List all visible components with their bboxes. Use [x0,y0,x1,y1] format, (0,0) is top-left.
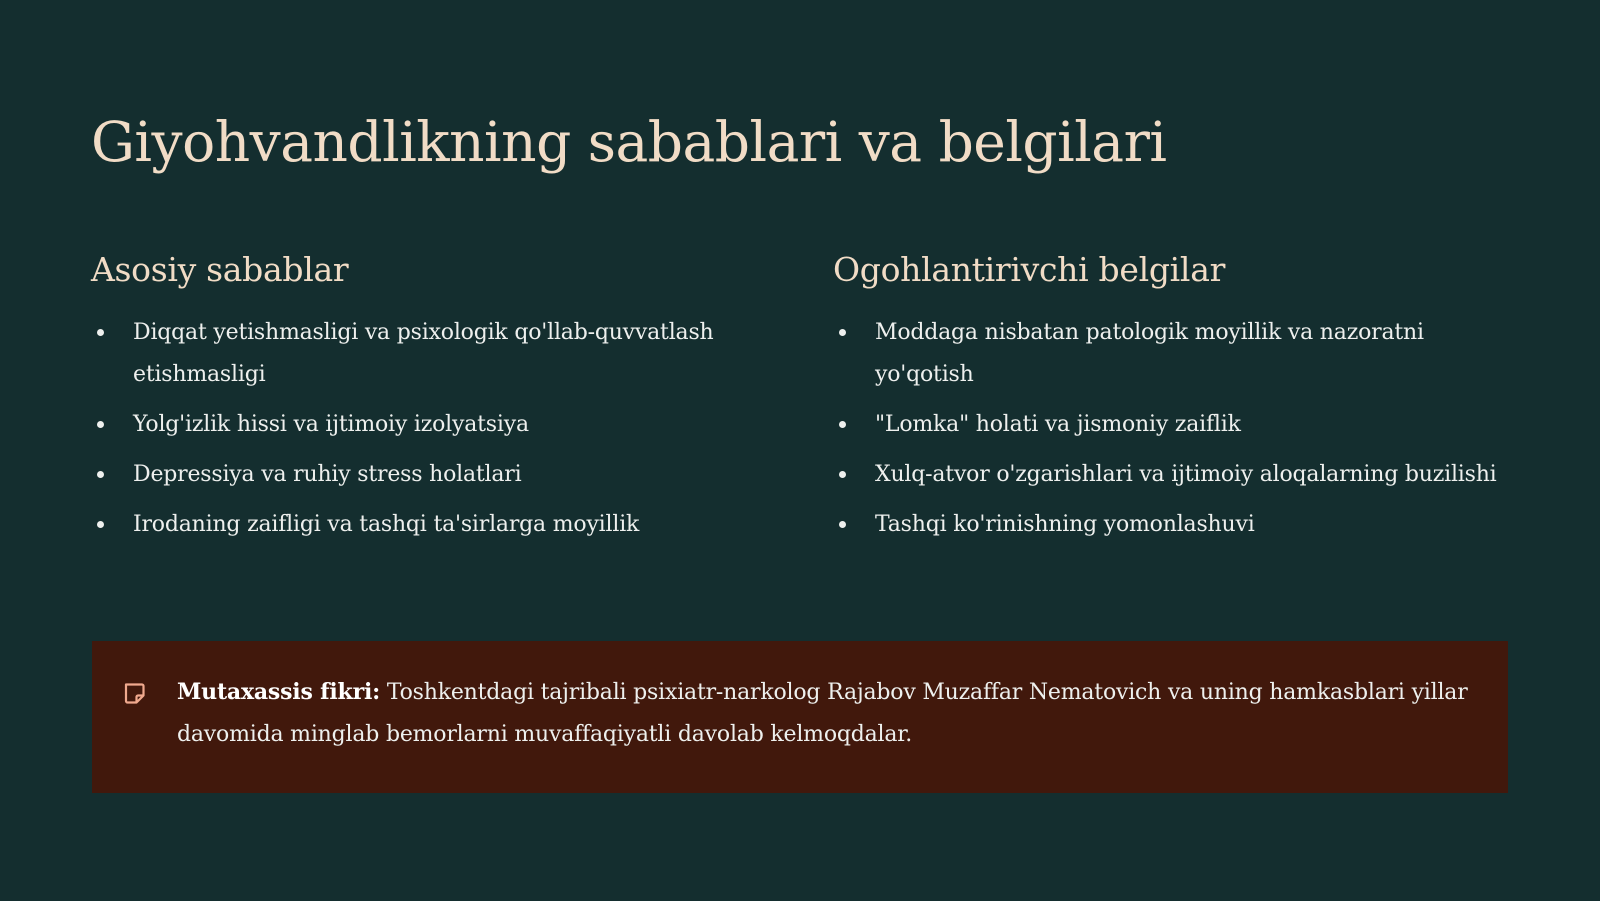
list-item-text: Irodaning zaifligi va tashqi ta'sirlarga moyillik [133,512,640,537]
expert-opinion-callout [92,641,1508,793]
causes-column [91,246,791,554]
list-item [91,404,791,446]
list-item [91,504,791,546]
warning-signs-column [833,246,1513,554]
list-item-text: Yolg'izlik hissi va ijtimoiy izolyatsiya [133,412,529,437]
warning-signs-list [833,312,1513,546]
callout-label: Mutaxassis fikri: [177,679,381,705]
slide-title: Giyohvandlikning sabablari va belgilari [91,110,1167,174]
bullet-icon [839,329,846,336]
callout-body: Toshkentdagi tajribali psixiatr-narkolog Rajabov Muzaffar Nematovich va uning hamkasblari yillar davomida minglab bemorlarni muvaffaqiyatli davolab kelmoqdalar. [177,680,1468,747]
bullet-icon [97,521,104,528]
list-item-text: Tashqi ko'rinishning yomonlashuvi [875,512,1255,537]
list-item [833,454,1513,496]
bullet-icon [839,471,846,478]
list-item [833,504,1513,546]
bullet-icon [97,329,104,336]
list-item [833,404,1513,446]
list-item [91,312,791,396]
causes-heading: Asosiy sabablar [91,250,349,289]
bullet-icon [839,421,846,428]
causes-list [91,312,791,546]
bullet-icon [839,521,846,528]
note-icon [122,681,146,705]
list-item-text: Diqqat yetishmasligi va psixologik qo'llab-quvvatlash etishmasligi [133,320,714,387]
bullet-icon [97,421,104,428]
list-item-text: "Lomka" holati va jismoniy zaiflik [875,412,1241,437]
list-item [91,454,791,496]
callout-text [177,671,1477,756]
bullet-icon [97,471,104,478]
warning-signs-heading: Ogohlantirivchi belgilar [833,250,1226,289]
list-item-text: Xulq-atvor o'zgarishlari va ijtimoiy aloqalarning buzilishi [875,462,1497,487]
list-item-text: Depressiya va ruhiy stress holatlari [133,462,522,487]
list-item [833,312,1513,396]
list-item-text: Moddaga nisbatan patologik moyillik va nazoratni yo'qotish [875,320,1424,387]
